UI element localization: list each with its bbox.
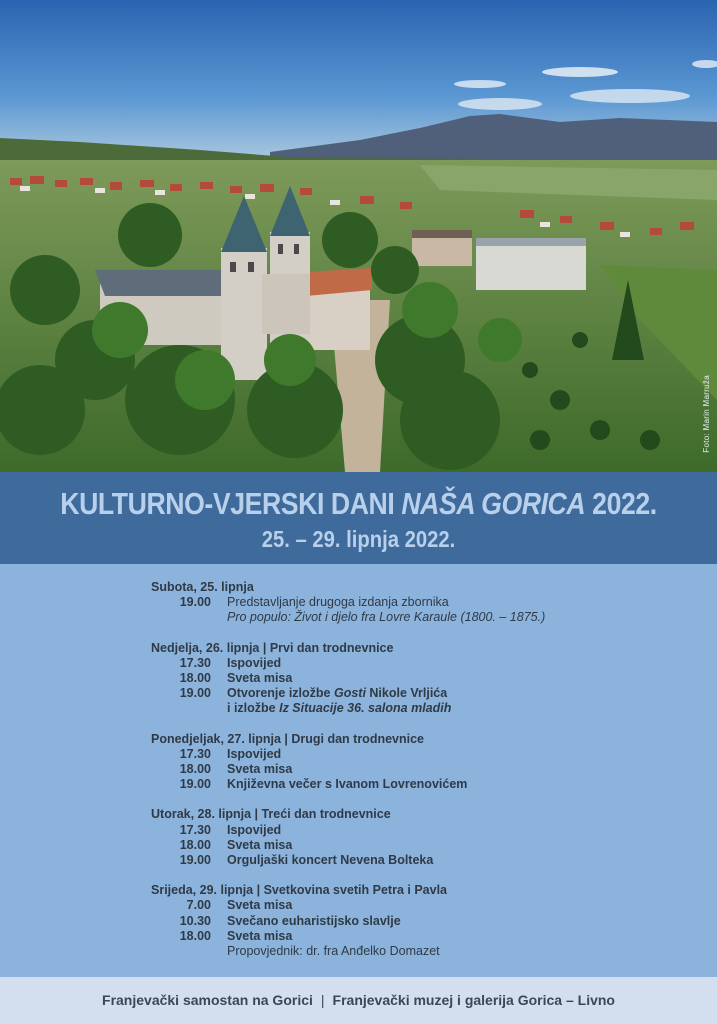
event-title [50, 486, 667, 522]
schedule-row [151, 777, 651, 792]
event-description: Sveta misa [227, 671, 293, 686]
event-description-line: Predstavljanje drugoga izdanja zbornika [227, 595, 449, 610]
schedule-row [151, 656, 651, 671]
desc-text: Nikole Vrljića [365, 686, 448, 701]
event-dates: 25. – 29. lipnja 2022. [261, 526, 456, 552]
monastery-landscape-image [0, 0, 717, 472]
schedule-row [151, 823, 651, 838]
schedule-row [151, 944, 651, 959]
desc-text: Otvorenje izložbe [227, 686, 334, 701]
schedule-row [151, 686, 651, 716]
event-title-part2: 2022. [585, 486, 657, 521]
event-description: Svečano euharistijsko slavlje [227, 913, 401, 928]
event-time-empty [151, 944, 227, 959]
event-time: 18.00 [179, 671, 211, 686]
event-description: Sveta misa [227, 898, 293, 913]
book-title: Pro populo: Život i djelo fra Lovre Karaule (1800. – 1875.) [227, 610, 546, 625]
day-heading: Srijeda, 29. lipnja | Svetkovina svetih Petra i Pavla [151, 883, 447, 898]
preacher-note: Propovjednik: dr. fra Anđelko Domazet [227, 944, 440, 959]
footer-organizer-museum: Franjevački muzej i galerija Gorica – Livno [332, 992, 615, 1008]
event-title-italic: NAŠA GORICA [401, 486, 586, 521]
day-monday [151, 732, 651, 793]
program-schedule [151, 580, 651, 974]
schedule-row [151, 838, 651, 853]
schedule-row [151, 762, 651, 777]
footer-organizer-monastery: Franjevački samostan na Gorici [102, 992, 313, 1008]
event-description: Književna večer s Ivanom Lovrenovićem [227, 777, 468, 792]
desc-text: i izložbe [227, 701, 280, 716]
event-description: Sveta misa [227, 837, 293, 852]
exhibition-title: Gosti [333, 686, 366, 701]
day-tuesday [151, 807, 651, 868]
event-description: Sveta misa [227, 928, 293, 943]
schedule-row [151, 595, 651, 625]
footer [0, 977, 717, 1024]
schedule-row [151, 898, 651, 913]
schedule-row [151, 853, 651, 868]
day-heading: Subota, 25. lipnja [151, 580, 254, 594]
event-description: Ispovijed [227, 655, 282, 670]
event-title-part1: KULTURNO-VJERSKI DANI [60, 486, 402, 521]
day-sunday [151, 641, 651, 717]
event-description: Ispovijed [227, 746, 282, 761]
photo-credit: Foto: Marin Marruža [702, 375, 711, 453]
event-description [227, 686, 651, 716]
title-band [0, 472, 717, 564]
day-saturday [151, 580, 651, 626]
event-time: 17.30 [179, 822, 211, 837]
event-description [227, 595, 651, 625]
event-time: 19.00 [179, 686, 211, 701]
event-time: 19.00 [179, 853, 211, 868]
event-time: 19.00 [179, 777, 211, 792]
day-heading: Nedjelja, 26. lipnja | Prvi dan trodnevnice [151, 640, 394, 655]
schedule-row [151, 929, 651, 944]
hero-photo [0, 0, 717, 472]
event-time: 17.30 [179, 655, 211, 670]
schedule-row [151, 747, 651, 762]
event-time: 18.00 [179, 762, 211, 777]
event-time: 19.00 [179, 595, 211, 610]
event-time: 7.00 [186, 898, 211, 913]
schedule-row [151, 671, 651, 686]
event-time: 17.30 [179, 746, 211, 761]
day-wednesday [151, 883, 651, 959]
day-heading: Ponedjeljak, 27. lipnja | Drugi dan trodnevnice [151, 731, 425, 746]
footer-separator: | [320, 992, 325, 1008]
event-time: 18.00 [179, 928, 211, 943]
exhibition-title: Iz Situacije 36. salona mladih [279, 701, 452, 716]
day-heading: Utorak, 28. lipnja | Treći dan trodnevnice [151, 807, 391, 822]
event-time: 18.00 [179, 837, 211, 852]
schedule-row [151, 914, 651, 929]
event-description: Sveta misa [227, 762, 293, 777]
event-description: Orguljaški koncert Nevena Bolteka [227, 853, 434, 868]
event-time: 10.30 [179, 913, 211, 928]
event-description: Ispovijed [227, 822, 282, 837]
